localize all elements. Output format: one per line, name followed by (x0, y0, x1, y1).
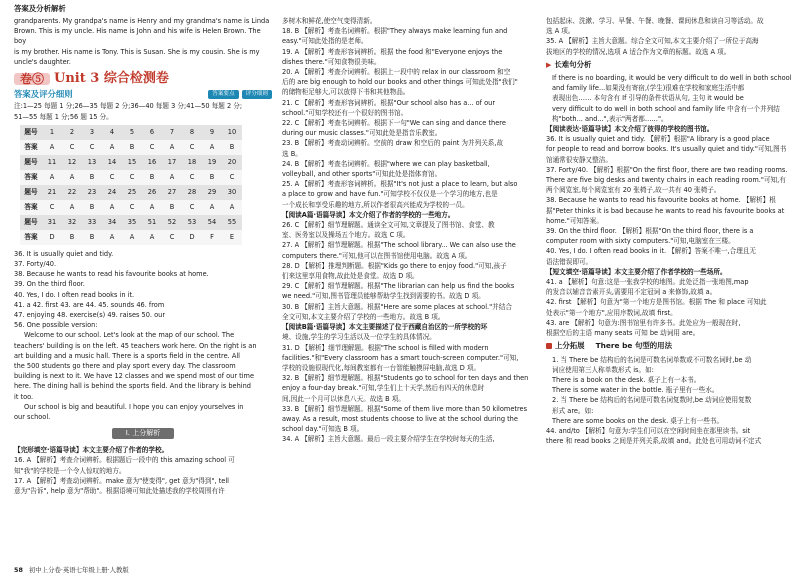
answer-row (20, 170, 242, 185)
table-cell: 23 (87, 188, 97, 197)
table-cell: A (109, 203, 115, 212)
table-cell: C (149, 143, 155, 152)
analysis-line: 24. B 【解析】考查名词辨析。根据"where we can play basketball, (282, 159, 490, 168)
row-label: 答案 (24, 203, 38, 212)
text-line: uncle's daughter. (14, 57, 71, 66)
table-cell: A (209, 143, 215, 152)
table-cell: 17 (167, 158, 177, 167)
table-cell: 52 (167, 218, 177, 227)
essay-line: here. The dining hall is behind the sports field. And the library is behind (14, 382, 251, 391)
analysis-line: 19. A 【解析】考查形容词辨析。根据 the food 和"Everyone enjoys the (282, 47, 503, 56)
table-cell: A (209, 203, 215, 212)
essay-line: Welcome to our school. Let's look at the map of our school. The (24, 331, 235, 340)
essay-line: Our school is big and beautiful. I hope you can enjoy yourselves in (24, 402, 244, 411)
analysis-line: 21. C 【解析】考查形容词辨析。根据"Our school also has a... of our (282, 98, 496, 107)
table-cell: C (49, 203, 55, 212)
analysis-line: enjoy a four-day break."可知,学生们上十天学,然后有四天的休息时 (282, 384, 485, 393)
table-cell: 24 (107, 188, 117, 197)
essay-line: building is next to it. We have 12 classes and we spend most of our time (14, 372, 255, 381)
analysis-text (546, 16, 792, 57)
analysis-line: 据"Peter thinks it is bad because he wants to read his favourite books at (546, 206, 785, 215)
analysis-line: 意为"告诉", help 意为"帮助"。根据语境可知此处描述我的学校周围有许 (14, 487, 225, 496)
analysis-line: 38. Because he wants to read his favourite books at home. 【解析】根 (546, 196, 776, 205)
analysis-line: 25. A 【解析】考查形容词辨析。根据"It's not just a place to learn, but also (282, 180, 518, 189)
analysis-text (546, 124, 792, 338)
score-line: 注:1—25 每题 1 分;26—35 每题 2 分;36—40 每题 3 分;41—50 每题 2 分; (14, 102, 243, 111)
answer-item: 47. enjoying 48. exercise(s) 49. raises 50. our (14, 311, 166, 320)
question-number-row (20, 155, 242, 170)
analysis-line: facilities."和"Every classroom has a smart touch-screen computer."可知, (282, 353, 519, 362)
long-sentence-line: very difficult to do well in both school and family life 中含有一个并列结 (552, 104, 780, 113)
table-cell: 6 (149, 128, 155, 137)
row-label: 题号 (24, 218, 38, 227)
analysis-line: 【阅读B篇·语篇导读】本文主要描述了位于西藏自治区的一所学校的环 (282, 323, 488, 332)
essay-line: our school. (14, 413, 51, 422)
analysis-line: 22. C 【解析】考查名词辨析。根据下一句"We can sing and dance there (282, 119, 506, 128)
analysis-line: 【阅读A篇·语篇导读】本文介绍了作者的学校的一些地方。 (282, 210, 455, 219)
unit-title: Unit 3 综合检测卷 (54, 71, 169, 87)
analysis-line: 26. C 【解析】细节理解题。通读全文可知,文章提及了图书馆、食堂、教 (282, 221, 495, 230)
table-cell: 7 (169, 128, 175, 137)
long-sentence-line: 构"both... and...",表示"两者都……"。 (552, 114, 668, 123)
book-title: 初中上分卷·英语七年级上册·人教版 (28, 565, 129, 574)
table-cell: 8 (189, 128, 195, 137)
table-cell: 5 (129, 128, 135, 137)
answer-section-header (14, 89, 272, 99)
analysis-line: 37. Forty/40. 【解析】根据"On the first floor, there are two reading rooms. (546, 165, 788, 174)
analysis-text (14, 445, 272, 496)
row-label: 题号 (24, 188, 38, 197)
long-sentence-heading (546, 60, 792, 70)
extension-text (546, 355, 792, 426)
table-cell: 15 (127, 158, 137, 167)
analysis-line: 室、医务室以及操场五个地方。故选 C 项。 (282, 231, 410, 240)
table-cell: 54 (207, 218, 217, 227)
analysis-line: dishes there."可知食物很美味。 (282, 57, 381, 66)
table-cell: C (189, 173, 195, 182)
analysis-line: 【短文填空·语篇导读】本文主要介绍了作者学校的一些场所。 (546, 267, 727, 276)
extension-title: There be 句型的用法 (595, 341, 672, 351)
analysis-line: 馆通常很安静又整洁。 (546, 155, 612, 164)
table-cell: B (169, 203, 175, 212)
table-cell: 4 (109, 128, 115, 137)
table-cell: A (169, 143, 175, 152)
analysis-line: during our music classes."可知此处是指音乐教室。 (282, 129, 442, 138)
table-cell: A (229, 203, 235, 212)
table-cell: 12 (67, 158, 77, 167)
row-label: 答案 (24, 173, 38, 182)
analysis-line: 根据空后的主语 many seats 可知 be 动词用 are。 (546, 329, 700, 338)
table-cell: 14 (107, 158, 117, 167)
table-cell: B (89, 233, 95, 242)
table-cell: A (69, 203, 75, 212)
analysis-line: for people to read and borrow books. It's usually quiet and tidy."可知,图书 (546, 145, 787, 154)
sample-essay (14, 330, 272, 422)
table-cell: A (49, 143, 55, 152)
table-cell: 20 (227, 158, 237, 167)
long-sentence-line: and family life...如果没有寄宿,(学生)很难在学校和家庭生活中都 (552, 84, 745, 93)
answer-item: 39. On the third floor. (14, 280, 85, 289)
table-cell: 25 (127, 188, 137, 197)
analysis-line: 23. B 【解析】考查动词辨析。空前的 draw 和空后的 paint 为并列关系,故 (282, 139, 504, 148)
table-cell: A (149, 233, 155, 242)
analysis-line: 16. A 【解析】考查介词辨析。根据题后一段中的 this amazing school 可 (14, 456, 235, 465)
answer-row (20, 200, 242, 215)
table-cell: 34 (107, 218, 117, 227)
row-label: 题号 (24, 128, 38, 137)
analysis-line: 知"我"的学校是一个令人惊叹的地方。 (14, 466, 126, 475)
page-header: 答案及分析解析 (14, 4, 66, 13)
unit-title-banner (14, 73, 272, 85)
analysis-line: 28. D 【解析】推理判断题。根据"Kids go there to enjoy food."可知,孩子 (282, 261, 507, 270)
table-cell: B (89, 203, 95, 212)
answer-tags (208, 90, 272, 99)
essay-line: the 500 students go there and play sport every day. The classroom (14, 362, 236, 371)
extension-line: 形式 are。如: (552, 406, 594, 415)
analysis-line: 29. C 【解析】细节理解题。根据"The librarian can help us find the books (282, 282, 515, 291)
table-cell: 22 (67, 188, 77, 197)
analysis-line: There are five big desks and twenty chairs in each reading room."可知,有 (546, 176, 786, 185)
answer-table (20, 125, 242, 245)
table-cell: 51 (147, 218, 157, 227)
analysis-line: 20. A 【解析】考查介词辨析。根据上一段中的 relax in our classroom 和空 (282, 68, 511, 77)
analysis-line: volleyball, and other sports"可知此处是指体育馆。 (282, 170, 442, 179)
question-number-row (20, 215, 242, 230)
long-sentence-analysis (546, 73, 792, 124)
score-notes (14, 101, 272, 121)
answer-item: 37. Forty/40. (14, 260, 57, 269)
table-cell: 30 (227, 188, 237, 197)
analysis-line: 【完形填空·语篇导读】本文主要介绍了作者的学校。 (14, 446, 169, 455)
analysis-line: 语法错误即可。 (546, 257, 593, 266)
analysis-line: computer room with sixty computers."可知,电脑室在三楼。 (546, 237, 735, 246)
table-cell: B (89, 173, 95, 182)
analysis-line: home."可知答案。 (546, 216, 603, 225)
table-cell: B (209, 173, 215, 182)
table-cell: 18 (187, 158, 197, 167)
table-cell: B (129, 143, 135, 152)
table-cell: C (129, 203, 135, 212)
triangle-icon: ▶ (546, 60, 552, 69)
analysis-line: 一个成长和享受乐趣的地方,所以作者很高兴能成为学校的一员。 (282, 200, 469, 209)
answer-tag: 答案要点 (208, 90, 238, 99)
analysis-line: there 和 read books 之间是并列关系,故填 and。此处也可用动词不定式 (546, 437, 762, 446)
analysis-line: 包括起床、洗漱、学习、早餐、午餐、晚餐、课间休息和读自习等活动。故 (546, 17, 764, 25)
test-number-badge: 卷⑤ (14, 73, 50, 85)
table-cell: A (109, 143, 115, 152)
analysis-line: 选 A 项。 (546, 27, 575, 36)
column-left (14, 16, 272, 496)
score-line: 51—55 每题 1 分;56 题 15 分。 (14, 112, 113, 121)
analysis-line: 18. B 【解析】考查名词辨析。根据"They always make learning fun and (282, 27, 508, 36)
row-label: 题号 (24, 158, 38, 167)
column-middle (282, 16, 537, 445)
analysis-line: 33. B 【解析】细节理解题。根据"Some of them live more than 50 kilometres (282, 404, 528, 413)
analysis-line: 43. are 【解析】句意为:图书馆里有许多书。此处应为一般现在时, (546, 318, 741, 327)
extension-line: There are some books on the desk. 桌子上有一些书。 (552, 416, 724, 425)
table-cell: 26 (147, 188, 157, 197)
analysis-line: 选 B。 (282, 149, 302, 158)
row-label: 答案 (24, 143, 38, 152)
extension-line: 1. 当 There be 结构后的名词是可数名词单数或不可数名词时,be 动 (552, 355, 752, 364)
table-cell: 27 (167, 188, 177, 197)
table-cell: D (49, 233, 55, 242)
table-cell: C (229, 173, 235, 182)
long-sentence-line: If there is no boarding, it would be very difficult to do well in both school (552, 74, 792, 83)
answer-item: 41. a 42. first 43. are 44. 45. sounds 46. from (14, 300, 165, 309)
table-cell: A (109, 233, 115, 242)
table-cell: 11 (47, 158, 57, 167)
analysis-line: 们来这里享用食物,故此处是食堂。故选 D 项。 (282, 272, 419, 281)
answer-items (14, 249, 272, 331)
analysis-line: 多树木和鲜花,使空气变得清新。 (282, 17, 377, 25)
table-cell: B (69, 233, 75, 242)
analysis-line: school."可知学校还有一个很好的图书馆。 (282, 108, 408, 117)
analysis-line: 17. A 【解析】考查动词辨析。make 意为"使变得", get 意为"得到", tell (14, 476, 230, 485)
table-cell: B (149, 173, 155, 182)
analysis-line: 的储物柜足够大,可以放得下书和其他物品。 (282, 88, 410, 97)
table-cell: C (189, 143, 195, 152)
analysis-line: we need."可知,图书管理员能够帮助学生找到需要的书。故选 D 项。 (282, 292, 485, 301)
table-cell: 13 (87, 158, 97, 167)
question-number-row (20, 185, 242, 200)
question-number-row (20, 125, 242, 140)
text-line: grandparents. My grandpa's name is Henry and my grandma's name is Linda (14, 17, 270, 25)
answer-row (20, 140, 242, 155)
table-cell: 33 (87, 218, 97, 227)
text-line: Brown. This is my uncle. His name is John and his wife is Helen Brown. The boy (14, 27, 261, 46)
table-cell: 2 (69, 128, 75, 137)
square-icon (546, 343, 552, 349)
analysis-line: 41. a 【解析】句意:这是一张我学校的地图。此处泛指一张地图,map (546, 278, 749, 287)
table-cell: 19 (207, 158, 217, 167)
analysis-line: 境、设施,学生的学习生活以及一位学生的具体情况。 (282, 333, 436, 342)
analysis-line: 学校的设施很现代化,每间教室都有一台智能触摸屏电脑,故选 D 项。 (282, 363, 481, 372)
extension-heading (546, 341, 792, 351)
table-cell: 1 (49, 128, 55, 137)
table-cell: 53 (187, 218, 197, 227)
extension-line: 词应使用第三人称单数形式 is。如: (552, 365, 654, 374)
table-cell: 31 (47, 218, 57, 227)
essay-line: teachers' building is on the left. 45 teachers work here. On the right is an (14, 341, 257, 350)
analysis-line: 34. A 【解析】主旨大意题。最后一段主要介绍学生在学校时每天的生活, (282, 435, 495, 444)
analysis-line: 27. A 【解析】细节理解题。根据"The school library... We can also use the (282, 241, 516, 250)
analysis-line: 39. On the third floor. 【解析】根据"On the third floor, there is a (546, 227, 754, 236)
analysis-line: 两个阅览室,每个阅览室有 20 张椅子,故一共有 40 张椅子。 (546, 186, 721, 195)
analysis-line: 30. B 【解析】主旨大意题。根据"Here are some places at school."并结合 (282, 302, 512, 311)
long-sentence-title: 长难句分析 (554, 59, 592, 69)
essay-line: art building and a music hall. There is a sports field in the centre. All (14, 351, 240, 360)
analysis-line: 后的 are big enough to hold our books and other things 可知此处指"我们" (282, 78, 518, 87)
analysis-section-pill: Ⅰ. 上分解析 (112, 428, 174, 439)
essay-line: it too. (14, 392, 34, 401)
analysis-line: computers there."可知,他可以在图书馆使用电脑。故选 A 项。 (282, 251, 472, 260)
table-cell: C (109, 173, 115, 182)
table-cell: C (69, 143, 75, 152)
analysis-line: 44. and/to 【解析】句意为:学生们可以在空闲时间坐在那里读书。sit (546, 426, 751, 435)
answer-tag: 评分细则 (242, 90, 272, 99)
answer-item: 40. Yes, I do. I often read books in it. (14, 290, 135, 299)
table-cell: 9 (209, 128, 215, 137)
table-cell: A (149, 203, 155, 212)
table-cell: C (89, 143, 95, 152)
answer-heading: 答案及评分细则 (14, 89, 73, 100)
table-cell: F (210, 233, 214, 242)
table-cell: 16 (147, 158, 157, 167)
extension-line: 2. 当 There be 结构后的名词是可数名词复数时,be 动词应使用复数 (552, 396, 752, 405)
analysis-line: 35. A 【解析】主旨大意题。综合全文可知,本文主要介绍了一所位于高海 (546, 37, 759, 46)
extension-label: 上分拓展 (555, 341, 585, 351)
answer-item: 56. One possible version: (14, 321, 98, 330)
table-cell: C (189, 203, 195, 212)
table-cell: E (229, 233, 235, 242)
table-cell: 29 (207, 188, 217, 197)
answer-item: 38. Because he wants to read his favourite books at home. (14, 270, 209, 279)
table-cell: A (49, 173, 55, 182)
analysis-line: 处表示"第一个地方",应用序数词,故填 first。 (546, 308, 677, 317)
table-cell: B (229, 143, 235, 152)
answer-row (20, 230, 242, 245)
table-cell: 21 (47, 188, 57, 197)
analysis-line: 【阅读表达·语篇导读】本文介绍了彼得的学校的图书馆。 (546, 125, 714, 134)
table-cell: 55 (227, 218, 237, 227)
table-cell: 10 (227, 128, 237, 137)
analysis-line: 间,因此一个月可以休息八天。故选 B 项。 (282, 394, 405, 403)
analysis-text (282, 16, 537, 445)
answer-item: 36. It is usually quiet and tidy. (14, 249, 114, 258)
analysis-line: 全文可知,本文主要介绍了学校的一些地方。故选 B 项。 (282, 312, 445, 321)
analysis-line: a place to grow and have fun."可知学校不仅仅是一个学习的地方,也是 (282, 190, 498, 199)
analysis-line: 的发音以辅音音素开头,需要用不定冠词 a 来修饰,故填 a。 (546, 288, 717, 297)
extension-line: There is a book on the desk. 桌子上有一本书。 (552, 375, 701, 384)
table-cell: C (129, 173, 135, 182)
page-number: 58 (14, 565, 23, 574)
analysis-line: 32. B 【解析】细节理解题。根据"Students go to school for ten days and then (282, 374, 529, 383)
row-label: 答案 (24, 233, 38, 242)
analysis-line: 42. first 【解析】句意为"第一个地方是图书馆。根据 The 和 place 可知此 (546, 298, 767, 307)
table-cell: D (189, 233, 195, 242)
analysis-line: 31. D 【解析】细节理解题。根据"The school is filled with modern (282, 343, 489, 352)
analysis-line: 36. It is usually quiet and tidy. 【解析】根据"A library is a good place (546, 135, 770, 144)
table-cell: 32 (67, 218, 77, 227)
long-sentence-line: 表现出色…… 本句含有 If 引导的条件状语从句, 主句 it would be (552, 94, 744, 103)
text-line: is my brother. His name is Tony. This is Susan. She is my cousin. She is my (14, 47, 260, 56)
table-cell: 3 (89, 128, 95, 137)
analysis-line: 40. Yes, I do. I often read books in it. 【解析】答案不唯一,合理且无 (546, 247, 757, 256)
table-cell: 35 (127, 218, 137, 227)
analysis-line: school day."可知选 B 项。 (282, 425, 364, 434)
table-cell: A (69, 173, 75, 182)
analysis-line: easy."可知此处指的是老师。 (282, 37, 368, 46)
analysis-text (546, 426, 792, 446)
analysis-line: 拔地区的学校的情况,选项 A 适合作为文章的标题。故选 A 项。 (546, 47, 731, 56)
table-cell: A (169, 173, 175, 182)
table-cell: C (169, 233, 175, 242)
column-right (546, 16, 792, 446)
table-cell: 28 (187, 188, 197, 197)
intro-text (14, 16, 272, 67)
page-footer (14, 565, 129, 575)
analysis-line: away. As a result, most students choose to live at the school during the (282, 414, 518, 423)
extension-line: There is some water in the bottle. 瓶子里有一些水。 (552, 386, 719, 395)
table-cell: A (129, 233, 135, 242)
